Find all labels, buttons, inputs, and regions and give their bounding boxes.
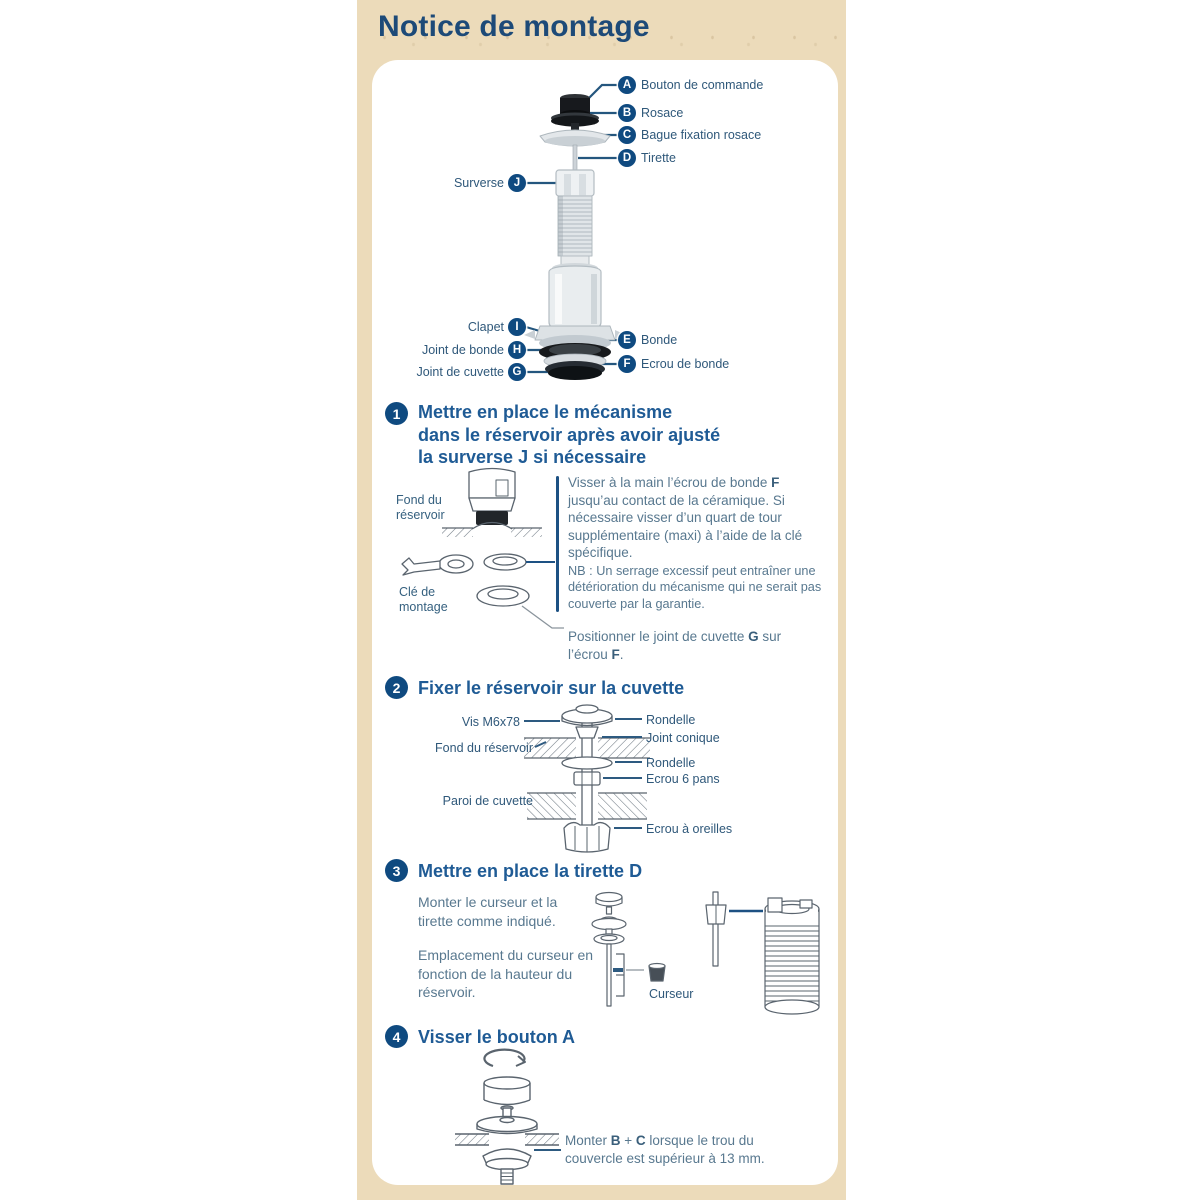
part-label-bouton-de-commande: Bouton de commande bbox=[641, 78, 764, 92]
step4-illustration bbox=[455, 1050, 559, 1184]
part-label-rosace: Rosace bbox=[641, 106, 684, 120]
part-badge-e: E bbox=[618, 331, 636, 349]
leaflet-background bbox=[357, 0, 846, 1200]
step2-label-joint-conique: Joint conique bbox=[646, 731, 720, 745]
step2-label-rondelle-2: Rondelle bbox=[646, 756, 696, 770]
step3-paragraph-2: Emplacement du curseur en fonction de la hauteur du réservoir. bbox=[418, 947, 594, 1000]
step2-label-rondelle-1: Rondelle bbox=[646, 713, 696, 727]
step1-label-fond-du-reservoir: Fond du réservoir bbox=[396, 493, 445, 522]
part-badge-a: A bbox=[618, 76, 636, 94]
part-badge-h: H bbox=[508, 341, 526, 359]
part-label-bague-fixation-rosace: Bague fixation rosace bbox=[641, 128, 762, 142]
step3-number-badge: 3 bbox=[385, 859, 408, 882]
part-badge-i: I bbox=[508, 318, 526, 336]
step2-number-badge: 2 bbox=[385, 676, 408, 699]
part-label-ecrou-de-bonde: Ecrou de bonde bbox=[641, 357, 730, 371]
step2-label-vis: Vis M6x78 bbox=[461, 715, 520, 729]
part-label-clapet: Clapet bbox=[467, 320, 504, 334]
step4-title: Visser le bouton A bbox=[418, 1027, 576, 1047]
part-label-tirette: Tirette bbox=[641, 151, 676, 165]
step3-paragraph-1: Monter le curseur et la tirette comme indiqué. bbox=[418, 894, 558, 929]
step4-number-badge: 4 bbox=[385, 1025, 408, 1048]
step1-title: Mettre en place le mécanisme dans le réservoir après avoir ajusté la surverse J si nécessaire bbox=[418, 402, 721, 467]
part-badge-d: D bbox=[618, 149, 636, 167]
step2-label-ecrou-6-pans: Ecrou 6 pans bbox=[646, 772, 720, 786]
step3-title: Mettre en place la tirette D bbox=[418, 861, 643, 881]
part-badge-b: B bbox=[618, 104, 636, 122]
step1-position-note: Positionner le joint de cuvette G sur l’écrou F. bbox=[568, 629, 782, 662]
part-label-joint-de-bonde: Joint de bonde bbox=[421, 343, 504, 357]
step1-label-cle-de-montage: Clé de montage bbox=[399, 585, 448, 614]
step3-illustration bbox=[592, 892, 819, 1014]
step2-label-paroi-de-cuvette: Paroi de cuvette bbox=[442, 794, 533, 808]
part-badge-j: J bbox=[508, 174, 526, 192]
page-title: Notice de montage bbox=[378, 10, 650, 43]
part-badge-g: G bbox=[508, 363, 526, 381]
part-label-joint-de-cuvette: Joint de cuvette bbox=[416, 365, 504, 379]
part-label-surverse: Surverse bbox=[453, 176, 504, 190]
step1-number-badge: 1 bbox=[385, 402, 408, 425]
part-label-bonde: Bonde bbox=[641, 333, 678, 347]
step2-label-ecrou-a-oreilles: Ecrou à oreilles bbox=[646, 822, 733, 836]
step2-title: Fixer le réservoir sur la cuvette bbox=[418, 678, 685, 698]
step1-nb-note: NB : Un serrage excessif peut entraîner une détérioration du mécanisme qui ne serait pas couverte par la garantie. bbox=[568, 563, 822, 611]
line-art bbox=[372, 60, 838, 1185]
step4-note: Monter B + C lorsque le trou du couvercle est supérieur à 13 mm. bbox=[565, 1133, 765, 1166]
part-badge-c: C bbox=[618, 126, 636, 144]
step2-label-fond-du-reservoir: Fond du réservoir bbox=[435, 741, 533, 755]
step1-instructions: Visser à la main l’écrou de bonde F jusqu’au contact de la céramique. Si nécessaire visser d’un quart de tour supplémentaire (maxi) à l’aide de la clé spécifique. NB : Un serrage excessif peut entraîner une détérioration du mécanisme qui ne serait pas couverte par la garantie. bbox=[568, 474, 830, 612]
part-badge-f: F bbox=[618, 355, 636, 373]
instruction-panel bbox=[372, 60, 838, 1185]
flush-valve-illustration bbox=[524, 94, 626, 380]
step3-label-curseur: Curseur bbox=[649, 987, 694, 1001]
